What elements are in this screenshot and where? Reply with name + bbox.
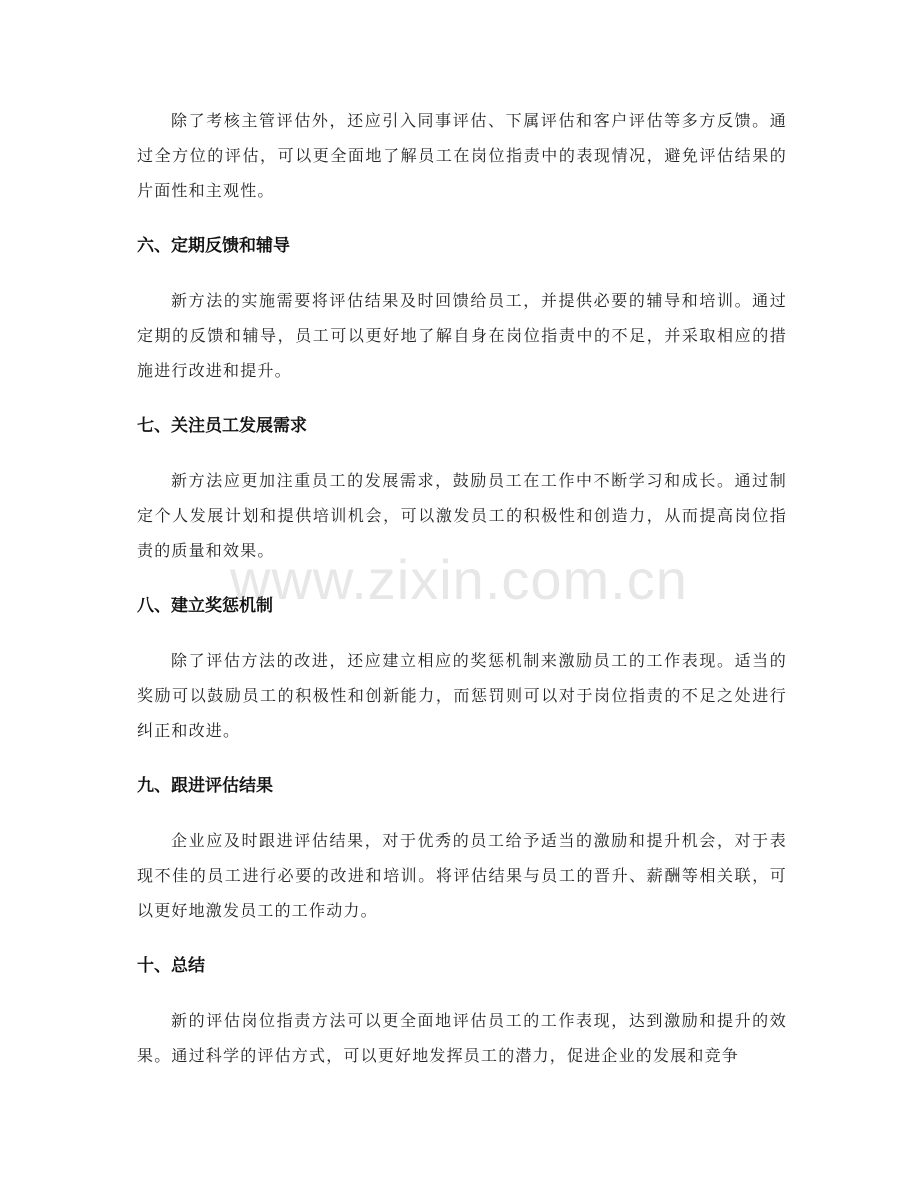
paragraph-summary: 新的评估岗位指责方法可以更全面地评估员工的工作表现，达到激励和提升的效果。通过科学的评估方式，可以更好地发挥员工的潜力，促进企业的发展和竞争 [137,1011,787,1065]
paragraph-followup: 企业应及时跟进评估结果，对于优秀的员工给予适当的激励和提升机会，对于表现不佳的员工进行必要的改进和培训。将评估结果与员工的晋升、薪酬等相关联，可以更好地激发员工的工作动力。 [137,831,787,920]
document-body [137,103,787,1073]
paragraph-multi-feedback: 除了考核主管评估外，还应引入同事评估、下属评估和客户评估等多方反馈。通过全方位的评估，可以更全面地了解员工在岗位指责中的表现情况，避免评估结果的片面性和主观性。 [137,111,787,200]
paragraph-development: 新方法应更加注重员工的发展需求，鼓励员工在工作中不断学习和成长。通过制定个人发展计划和提供培训机会，可以激发员工的积极性和创造力，从而提高岗位指责的质量和效果。 [137,471,787,560]
watermark-text: www.zixin.com.cn [230,548,688,611]
paragraph-feedback: 新方法的实施需要将评估结果及时回馈给员工，并提供必要的辅导和培训。通过定期的反馈和辅导，员工可以更好地了解自身在岗位指责中的不足，并采取相应的措施进行改进和提升。 [137,291,787,380]
section-heading-rewards: 八、建立奖惩机制 [137,596,273,616]
section-heading-feedback: 六、定期反馈和辅导 [137,236,290,256]
section-heading-followup: 九、跟进评估结果 [137,776,273,796]
section-heading-development: 七、关注员工发展需求 [137,416,307,436]
section-heading-summary: 十、总结 [137,956,205,976]
paragraph-rewards: 除了评估方法的改进，还应建立相应的奖惩机制来激励员工的工作表现。适当的奖励可以鼓励员工的积极性和创新能力，而惩罚则可以对于岗位指责的不足之处进行纠正和改进。 [137,651,787,740]
